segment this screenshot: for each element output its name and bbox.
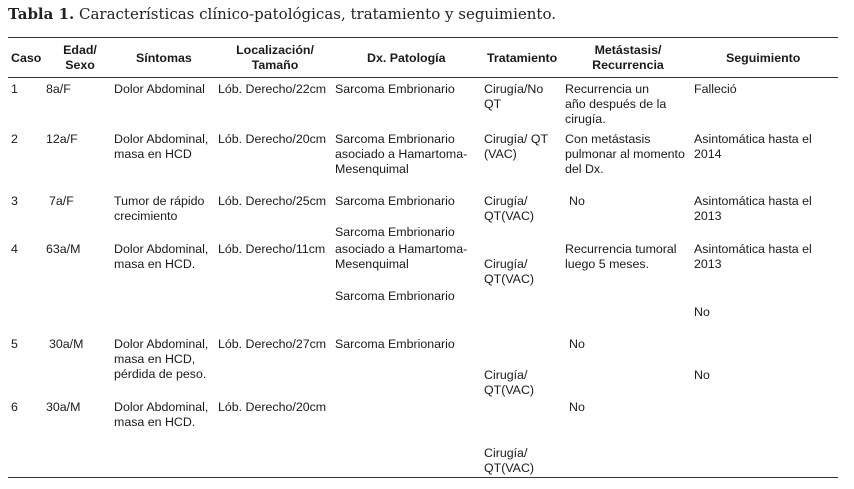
cell-tratamiento: QT(VAC): [484, 272, 535, 286]
cell-sintomas: masa en HCD.: [114, 257, 196, 271]
cell-seguimiento: 2013: [694, 257, 722, 271]
header-metastasis-line1: Metástasis/: [594, 43, 662, 57]
cell-dx-patologia: Sarcoma Embrionario: [335, 337, 455, 351]
cell-dx-patologia: Sarcoma Embrionario: [335, 289, 455, 303]
cell-edad-sexo: 12a/F: [46, 132, 78, 146]
cell-tratamiento: QT(VAC): [484, 383, 535, 397]
cell-metastasis: Recurrencia un: [565, 82, 650, 96]
cell-tratamiento: QT(VAC): [484, 209, 535, 223]
cell-tratamiento: Cirugía/: [484, 194, 528, 208]
cell-sintomas: masa en HCD.: [114, 415, 196, 429]
cell-edad-sexo: 30a/M: [49, 337, 84, 351]
cell-metastasis: del Dx.: [565, 162, 604, 176]
header-metastasis-line2: Recurrencia: [592, 58, 664, 72]
cell-localizacion: Lób. Derecho/11cm: [218, 242, 326, 256]
cell-metastasis: Recurrencia tumoral: [565, 242, 677, 256]
header-rule: [8, 77, 838, 78]
cell-tratamiento: QT: [484, 97, 502, 111]
header-seguimiento: Seguimiento: [726, 51, 801, 65]
cell-caso: 3: [11, 194, 18, 208]
cell-localizacion: Lób. Derecho/27cm: [218, 337, 327, 351]
cell-metastasis: No: [569, 194, 585, 208]
cell-dx-patologia: asociado a Hamartoma-: [335, 242, 468, 256]
cell-tratamiento: QT(VAC): [484, 461, 535, 475]
cell-caso: 5: [11, 337, 18, 351]
top-rule: [8, 37, 838, 38]
cell-localizacion: Lób. Derecho/25cm: [218, 194, 327, 208]
cell-metastasis: pulmonar al momento: [565, 147, 685, 161]
header-localizacion-line1: Localización/: [236, 43, 314, 57]
cell-tratamiento: Cirugía/: [484, 368, 528, 382]
cell-dx-patologia: Mesenquimal: [335, 162, 409, 176]
cell-dx-patologia: asociado a Hamartoma-: [335, 147, 468, 161]
header-localizacion-line2: Tamaño: [251, 58, 299, 72]
cell-seguimiento: Falleció: [694, 82, 737, 96]
cell-sintomas: pérdida de peso.: [114, 367, 207, 381]
cell-caso: 4: [11, 242, 18, 256]
header-tratamiento: Tratamiento: [487, 51, 558, 65]
cell-metastasis: No: [569, 337, 585, 351]
cell-dx-patologia: Sarcoma Embrionario: [335, 225, 455, 239]
table-caption: [8, 5, 556, 23]
table-title: Características clínico-patológicas, tratamiento y seguimiento.: [74, 5, 556, 23]
cell-sintomas: Dolor Abdominal,: [114, 337, 209, 351]
header-edad-line1: Edad/: [63, 43, 97, 57]
cell-caso: 6: [11, 400, 18, 414]
cell-sintomas: crecimiento: [114, 209, 178, 223]
cell-localizacion: Lób. Derecho/22cm: [218, 82, 327, 96]
cell-metastasis: Con metástasis: [565, 132, 651, 146]
cell-caso: 2: [11, 132, 18, 146]
cell-seguimiento: Asintomática hasta el: [694, 194, 812, 208]
cell-sintomas: Dolor Abdominal,: [114, 132, 209, 146]
header-sintomas: Síntomas: [136, 51, 192, 65]
cell-seguimiento: 2013: [694, 209, 722, 223]
cell-edad-sexo: 63a/M: [46, 242, 81, 256]
cell-dx-patologia: Sarcoma Embrionario: [335, 194, 455, 208]
cell-edad-sexo: 30a/M: [46, 400, 81, 414]
cell-dx-patologia: Mesenquimal: [335, 257, 409, 271]
cell-seguimiento: No: [694, 305, 710, 319]
cell-sintomas: Dolor Abdominal: [114, 82, 205, 96]
cell-caso: 1: [11, 82, 18, 96]
cell-seguimiento: Asintomática hasta el: [694, 242, 812, 256]
cell-metastasis: año después de la: [565, 97, 667, 111]
cell-metastasis: luego 5 meses.: [565, 257, 650, 271]
header-caso: Caso: [11, 51, 42, 65]
cell-metastasis: No: [569, 400, 585, 414]
header-dx-patologia: Dx. Patología: [367, 51, 446, 65]
cell-sintomas: Dolor Abdominal,: [114, 242, 209, 256]
cell-sintomas: Tumor de rápido: [114, 194, 205, 208]
cell-tratamiento: (VAC): [484, 147, 517, 161]
header-edad-line2: Sexo: [65, 58, 95, 72]
cell-dx-patologia: Sarcoma Embrionario: [335, 82, 455, 96]
cell-sintomas: Dolor Abdominal,: [114, 400, 209, 414]
cell-localizacion: Lób. Derecho/20cm: [218, 400, 327, 414]
cell-tratamiento: Cirugía/No: [484, 82, 544, 96]
cell-sintomas: masa en HCD,: [114, 352, 196, 366]
cell-seguimiento: Asintomática hasta el: [694, 132, 812, 146]
table-number: Tabla 1.: [8, 5, 75, 23]
cell-edad-sexo: 7a/F: [49, 194, 74, 208]
cell-seguimiento: No: [694, 368, 710, 382]
cell-sintomas: masa en HCD: [114, 147, 192, 161]
cell-tratamiento: Cirugía/ QT: [484, 132, 549, 146]
bottom-rule: [8, 477, 838, 478]
cell-localizacion: Lób. Derecho/20cm: [218, 132, 327, 146]
cell-edad-sexo: 8a/F: [46, 82, 71, 96]
cell-tratamiento: Cirugía/: [484, 446, 528, 460]
cell-tratamiento: Cirugía/: [484, 257, 528, 271]
cell-seguimiento: 2014: [694, 147, 722, 161]
cell-dx-patologia: Sarcoma Embrionario: [335, 132, 455, 146]
cell-metastasis: cirugía.: [565, 112, 606, 126]
